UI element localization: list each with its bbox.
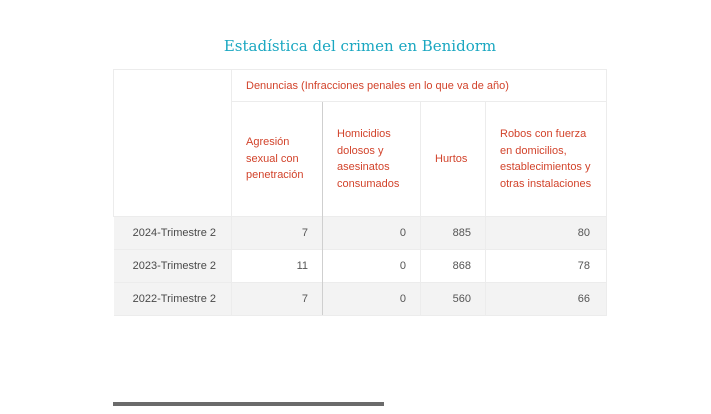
cell-agresion-sexual: 7 (232, 283, 323, 316)
page-title: Estadística del crimen en Benidorm (223, 37, 497, 55)
row-label: 2022-Trimestre 2 (114, 283, 232, 316)
cell-homicidios: 0 (323, 250, 421, 283)
column-header-agresion-sexual: Agresión sexual con penetración (232, 102, 323, 217)
table-corner-cell (114, 70, 232, 217)
column-header-homicidios: Homicidios dolosos y asesinatos consumados (323, 102, 421, 217)
cell-agresion-sexual: 7 (232, 217, 323, 250)
table-row (114, 283, 607, 316)
column-header-robos-con-fuerza: Robos con fuerza en domicilios, establecimientos y otras instalaciones (486, 102, 607, 217)
cell-agresion-sexual: 11 (232, 250, 323, 283)
horizontal-scrollbar[interactable] (113, 402, 384, 406)
table-row (114, 250, 607, 283)
cell-homicidios: 0 (323, 283, 421, 316)
cell-robos-con-fuerza: 78 (486, 250, 607, 283)
table-row (114, 217, 607, 250)
cell-robos-con-fuerza: 80 (486, 217, 607, 250)
crime-statistics-table (113, 69, 607, 316)
group-header-denuncias: Denuncias (Infracciones penales en lo que va de año) (232, 70, 607, 102)
table-group-header-row (114, 70, 607, 102)
cell-hurtos: 868 (421, 250, 486, 283)
row-label: 2024-Trimestre 2 (114, 217, 232, 250)
cell-hurtos: 560 (421, 283, 486, 316)
column-header-hurtos: Hurtos (421, 102, 486, 217)
row-label: 2023-Trimestre 2 (114, 250, 232, 283)
cell-hurtos: 885 (421, 217, 486, 250)
cell-robos-con-fuerza: 66 (486, 283, 607, 316)
cell-homicidios: 0 (323, 217, 421, 250)
